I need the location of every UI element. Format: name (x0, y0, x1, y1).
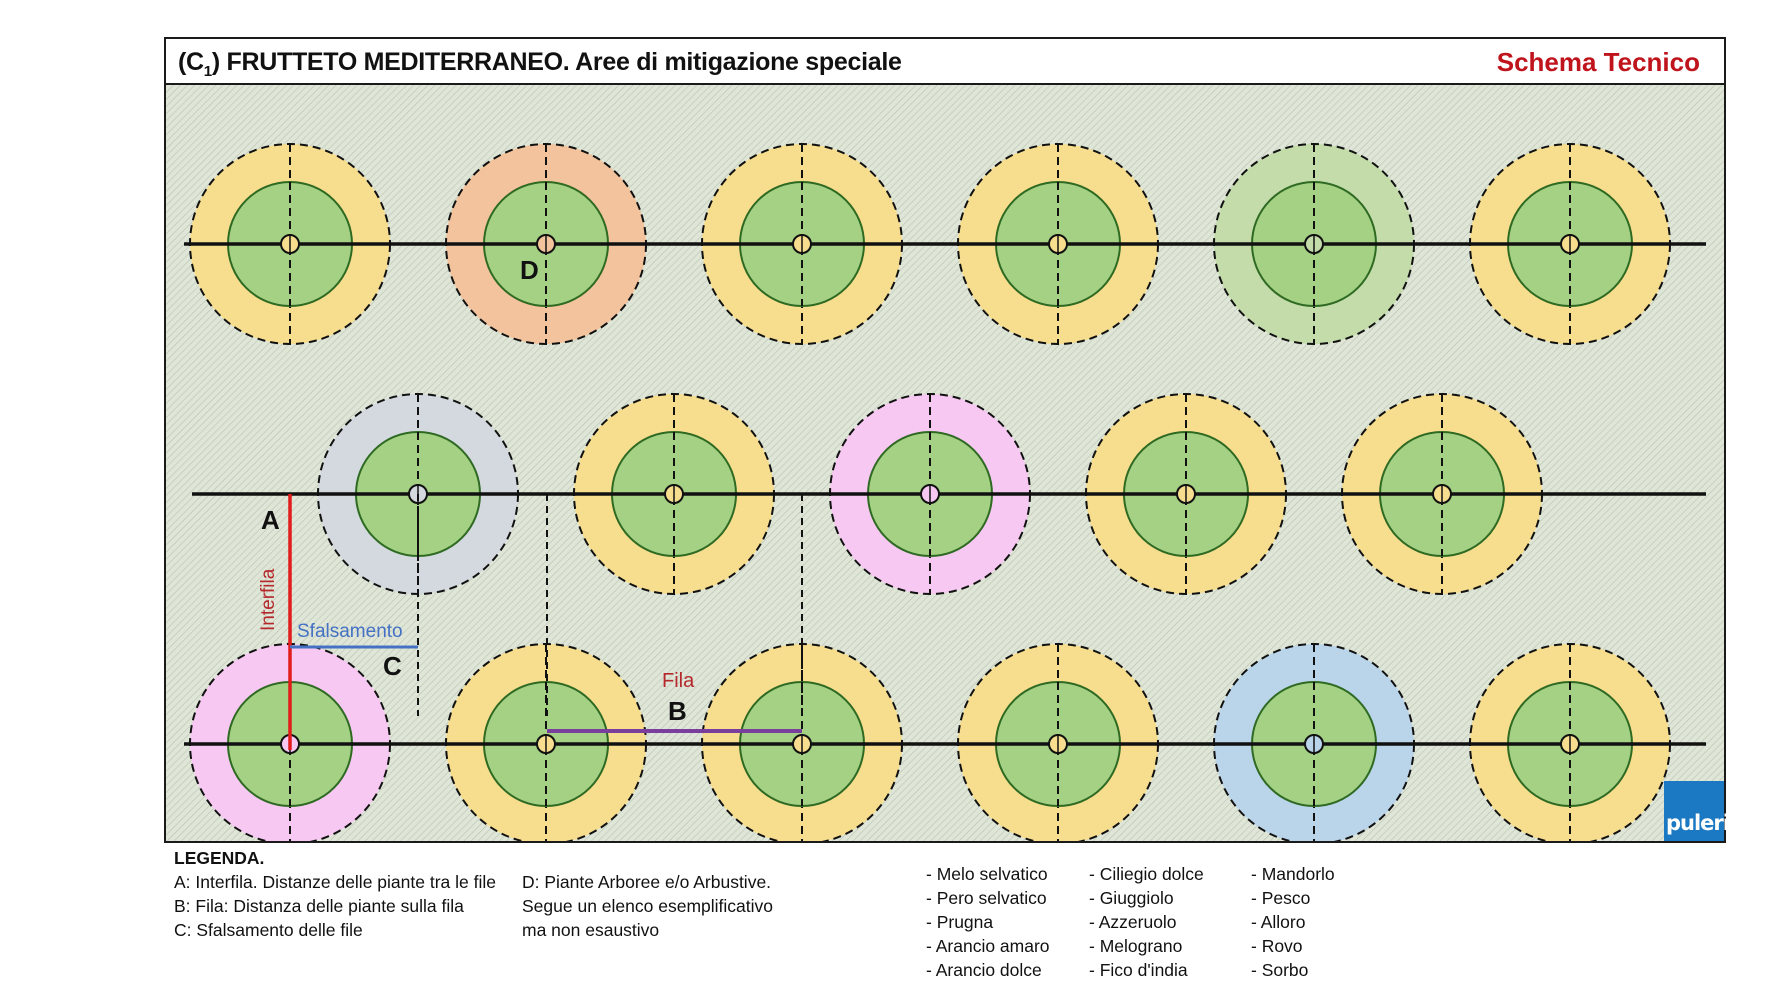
plant-item: - Arancio amaro (926, 936, 1050, 956)
legend-item-a: A: Interfila. Distanze delle piante tra le file (174, 872, 496, 892)
plant-list-column-1 (926, 862, 1050, 982)
puleri-logo (1664, 781, 1729, 841)
plant-list-column-3 (1251, 862, 1335, 982)
label-interfila: Interfila (258, 568, 279, 631)
plant-item: - Rovo (1251, 936, 1303, 956)
label-a: A (261, 505, 280, 535)
legend-title: LEGENDA. (174, 848, 265, 868)
orchard-diagram (166, 85, 1724, 841)
plant-item: - Melograno (1089, 936, 1183, 956)
title-bar (166, 39, 1724, 85)
logo-text: puleri (1666, 811, 1729, 835)
plant-item: - Pesco (1251, 888, 1311, 908)
plant-item: - Azzeruolo (1089, 912, 1177, 932)
plant-item: - Arancio dolce (926, 960, 1042, 980)
label-d: D (520, 255, 539, 285)
plant-item: - Alloro (1251, 912, 1306, 932)
plant-item: - Sorbo (1251, 960, 1309, 980)
plant-item: - Pero selvatico (926, 888, 1047, 908)
label-c: C (383, 651, 402, 681)
plant-item: - Mandorlo (1251, 864, 1335, 884)
plant-item: - Ciliegio dolce (1089, 864, 1204, 884)
title-main: ) FRUTTETO MEDITERRANEO. Aree di mitigazione speciale (211, 48, 902, 76)
legend-item-d-line3: ma non esaustivo (522, 920, 660, 940)
label-sfalsamento: Sfalsamento (297, 621, 403, 642)
tree-row-2 (192, 394, 1706, 594)
schema-tag: Schema Tecnico (1496, 47, 1700, 77)
plant-item: - Prugna (926, 912, 994, 932)
legend-item-b: B: Fila: Distanza delle piante sulla fila (174, 896, 464, 916)
plant-item: - Giuggiolo (1089, 888, 1174, 908)
plant-list-column-2 (1089, 862, 1204, 982)
diagram-frame (164, 37, 1729, 843)
page-title (178, 48, 902, 80)
label-fila: Fila (662, 670, 695, 692)
title-prefix: (C (178, 48, 204, 76)
label-b: B (668, 696, 687, 726)
legend-item-c: C: Sfalsamento delle file (174, 920, 363, 940)
title-subscript: 1 (203, 63, 212, 80)
legend-item-d-line2: Segue un elenco esemplificativo (522, 896, 773, 916)
plant-item: - Melo selvatico (926, 864, 1048, 884)
legend-item-d: D: Piante Arboree e/o Arbustive. (522, 872, 772, 892)
plant-item: - Fico d'india (1089, 960, 1188, 980)
